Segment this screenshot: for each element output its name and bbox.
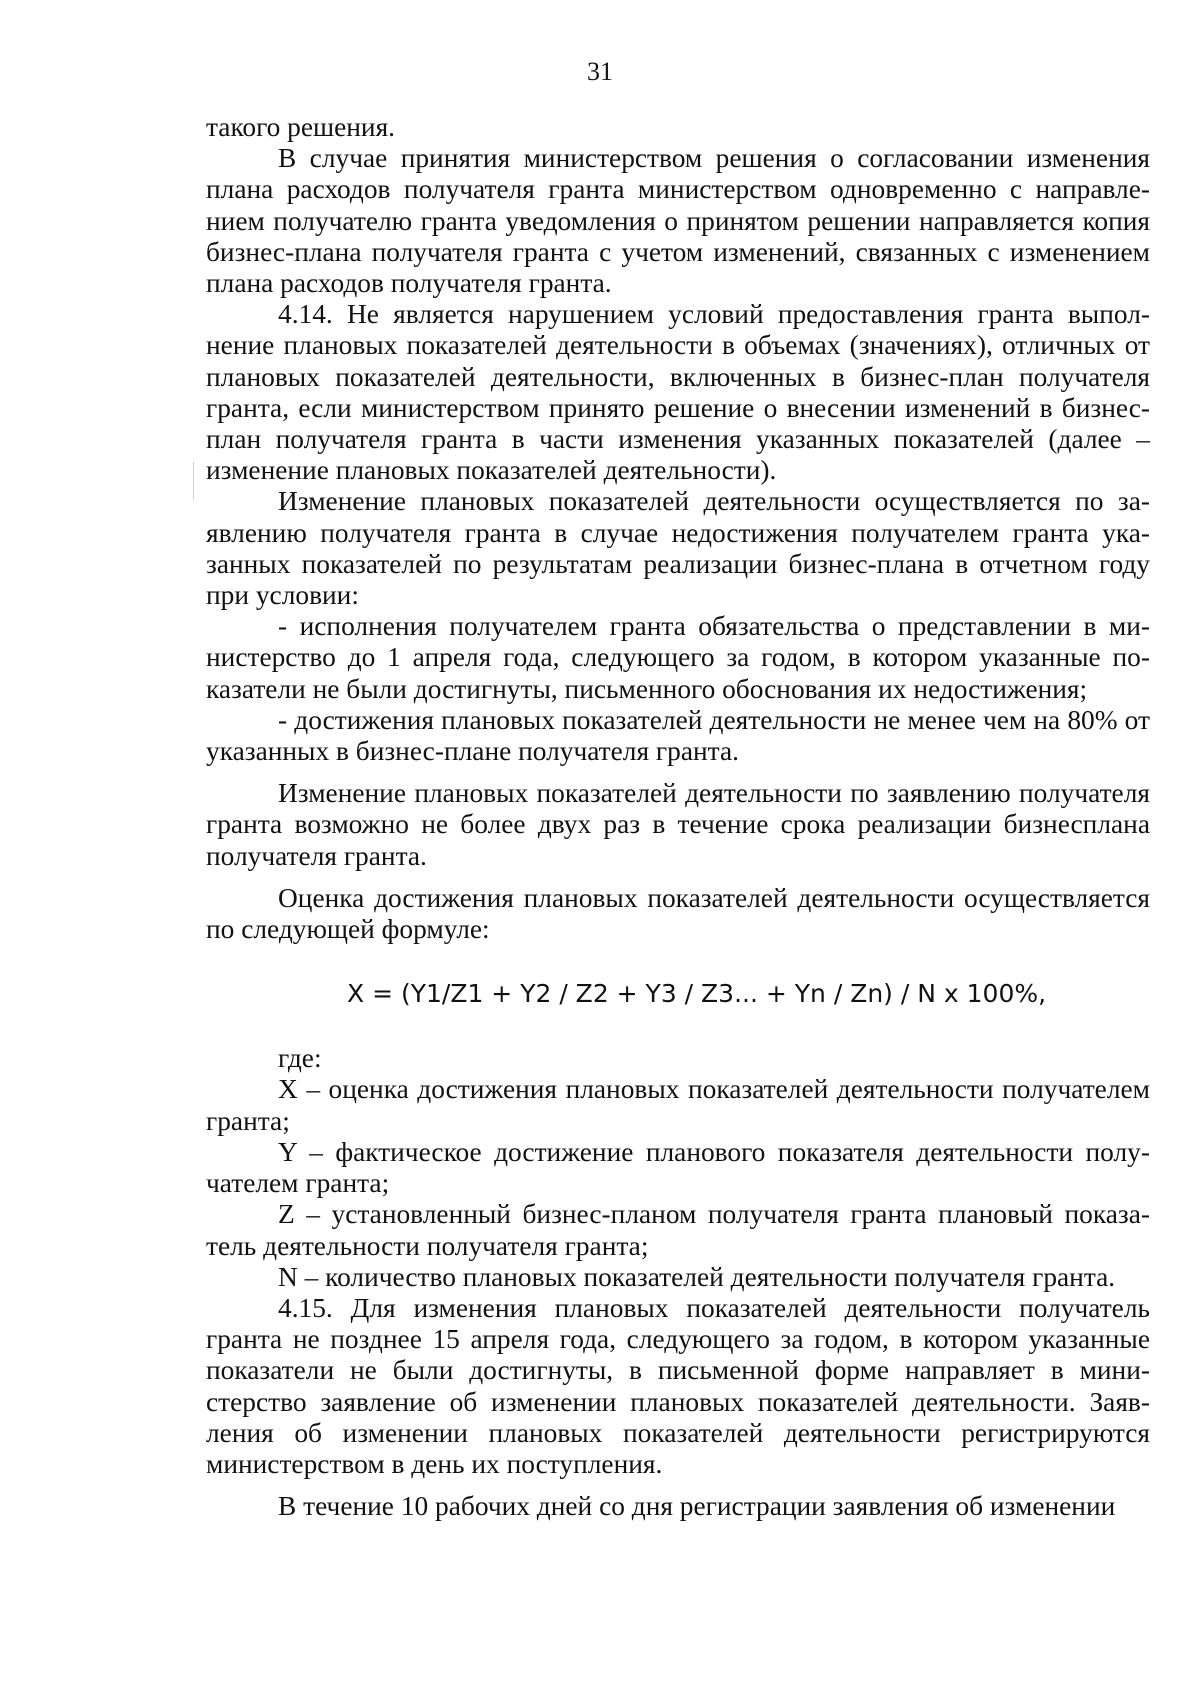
paragraph: В случае принятия министерством решения о согласовании изменения плана расходов получателя гранта министерством одновременно с направлением получателю гранта уведомления о принятом решении направляется копия бизнес-плана получателя гранта с учетом изменений, связанных с изменением плана расходов получателя гранта. (206, 143, 1150, 299)
paragraphs-top (206, 112, 1150, 945)
paragraph: - достижения плановых показателей деятельности не менее чем на 80% от указанных в бизнес-плане получателя гранта. (206, 704, 1150, 767)
paragraph: Изменение плановых показателей деятельности осуществляется по заявлению получателя гранта в случае недостижения получателем гранта указанных показателей по результатам реализации бизнес-плана в отчетном году при условии: (206, 486, 1150, 611)
definition-paragraph: 4.15. Для изменения плановых показателей деятельности получатель гранта не позднее 15 апреля года, следующего за годом, в котором указанные показатели не были достигнуты, в письменной форме направляет в министерство заявление об изменении плановых показателей деятельности. Заявления об изменении плановых показателей деятельности регистрируются министерством в день их поступления. (206, 1292, 1150, 1479)
definition-paragraph: В течение 10 рабочих дней со дня регистрации заявления об изменении (278, 1491, 1116, 1522)
paragraph: 4.14. Не является нарушением условий предоставления гранта выполнение плановых показателей деятельности в объемах (значениях), отличных от плановых показателей деятельности, включенных в бизнес-план получателя гранта, если министерством принято решение о внесении изменений в бизнес-план получателя гранта в части изменения указанных показателей (далее – изменение плановых показателей деятельности). (206, 299, 1150, 486)
paragraph: Изменение плановых показателей деятельности по заявлению получателя гранта возможно не более двух раз в течение срока реализации бизнесплана получателя гранта. (206, 778, 1150, 871)
paragraphs-bottom (206, 1043, 1150, 1522)
definition-paragraph: Z – установленный бизнес-планом получателя гранта плановый показатель деятельности получателя гранта; (206, 1199, 1150, 1261)
paragraph: такого решения. (206, 112, 396, 142)
definition-paragraph: где: (278, 1043, 322, 1074)
page-number: 31 (587, 57, 613, 86)
formula: X = (Y1/Z1 + Y2 / Z2 + Y3 / Z3... + Yn / Zn) / N x 100%, (347, 979, 1047, 1009)
paragraph: Оценка достижения плановых показателей деятельности осуществляется по следующей формуле: (206, 882, 1150, 945)
definition-paragraph: X – оценка достижения плановых показателей деятельности получателем гранта; (206, 1074, 1150, 1136)
definition-paragraph: N – количество плановых показателей деятельности получателя гранта. (278, 1261, 1116, 1292)
paragraph: - исполнения получателем гранта обязательства о представлении в министерство до 1 апреля года, следующего за годом, в котором указанные показатели не были достигнуты, письменного обоснования их недостижения; (206, 611, 1150, 704)
document-body (206, 112, 1150, 1522)
definition-paragraph: Y – фактическое достижение планового показателя деятельности получателем гранта; (206, 1136, 1150, 1199)
margin-mark (193, 462, 194, 500)
